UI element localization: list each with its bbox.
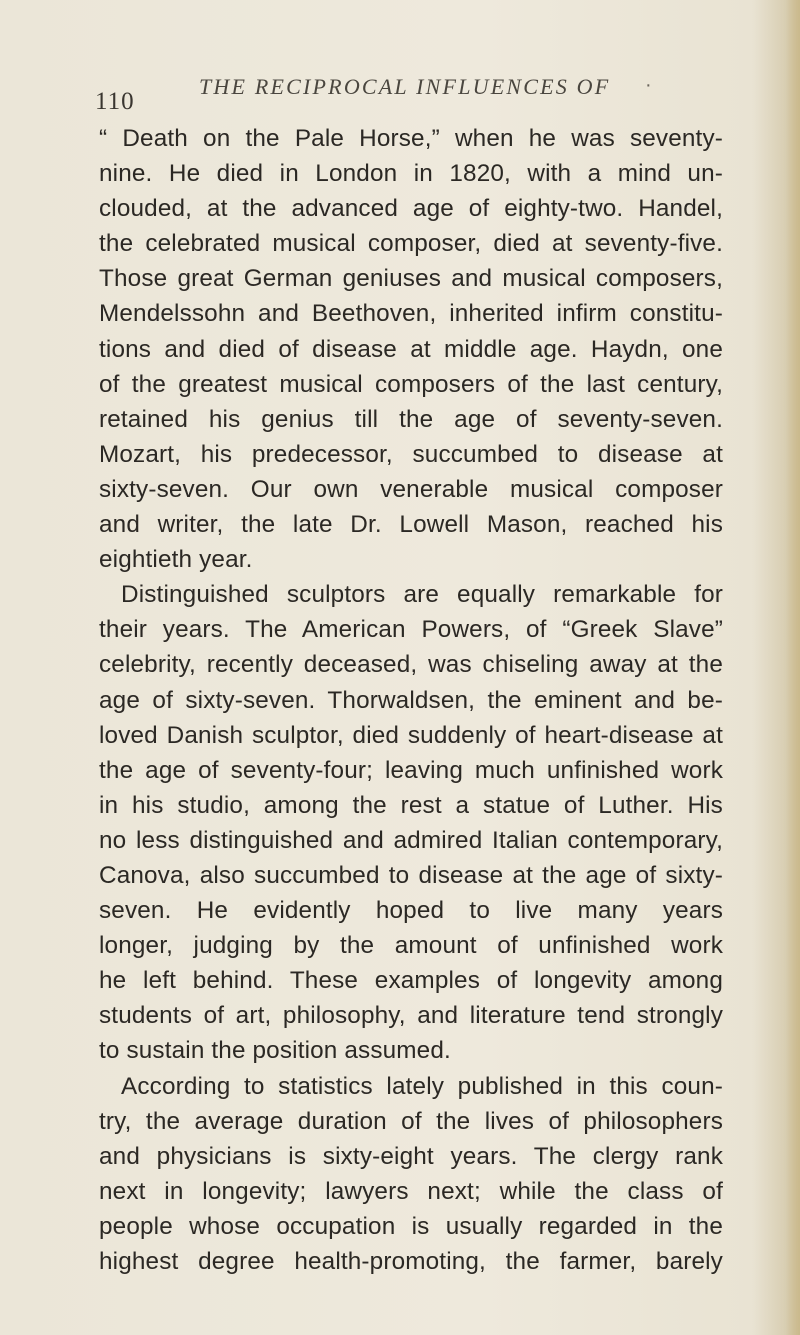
running-title: THE RECIPROCAL INFLUENCES OF [199,74,611,99]
paragraph-start-line: Distinguished sculptors are equally remarkable for [121,581,723,609]
text-line: loved Danish sculptor, died suddenly of heart-disease at [99,721,723,749]
text-line: “ Death on the Pale Horse,” when he was seventy- [99,125,723,152]
text-line: longer, judging by the amount of unfinished work [99,932,723,960]
text-line: Mozart, his predecessor, succumbed to disease at [99,440,723,468]
text-line: in his studio, among the rest a statue of Luther. His [99,791,723,819]
text-line: retained his genius till the age of seventy-seven. [99,405,723,433]
text-line: no less distinguished and admired Italian contemporary, [99,826,723,854]
text-line: the age of seventy-four; leaving much unfinished work [99,756,723,784]
text-line: and physicians is sixty-eight years. The clergy rank [99,1142,723,1170]
text-line: nine. He died in London in 1820, with a mind un- [99,160,723,188]
paragraph-start-line: According to statistics lately published in this coun- [121,1072,723,1100]
text-line: celebrity, recently deceased, was chiseling away at the [99,651,723,679]
page-edge-shadow [786,0,800,1335]
text-line: highest degree health-promoting, the farmer, barely [99,1248,723,1275]
text-line: seven. He evidently hoped to live many years [99,897,723,925]
text-line: eightieth year. [99,546,253,574]
text-line: Mendelssohn and Beethoven, inherited infirm constitu- [99,300,723,328]
text-line: Canova, also succumbed to disease at the age of sixty- [99,861,723,889]
body-text [99,121,723,1279]
page-number: 110 [95,88,135,115]
text-line: age of sixty-seven. Thorwaldsen, the eminent and be- [99,686,723,714]
text-line: their years. The American Powers, of “Greek Slave” [99,616,723,644]
text-line: the celebrated musical composer, died at seventy-five. [99,230,723,258]
text-line: he left behind. These examples of longevity among [99,967,723,995]
text-line: of the greatest musical composers of the last century, [99,370,723,398]
text-line: tions and died of disease at middle age. Haydn, one [99,335,723,363]
text-line: and writer, the late Dr. Lowell Mason, reached his [99,511,723,539]
text-line: next in longevity; lawyers next; while the class of [99,1177,723,1205]
text-line: sixty-seven. Our own venerable musical composer [99,475,723,503]
text-line: clouded, at the advanced age of eighty-two. Handel, [99,195,723,223]
text-line: Those great German geniuses and musical composers, [99,265,723,293]
text-line: people whose occupation is usually regarded in the [99,1212,723,1240]
text-line: to sustain the position assumed. [99,1037,451,1065]
text-line: students of art, philosophy, and literature tend strongly [99,1002,723,1030]
text-line: try, the average duration of the lives of philosophers [99,1107,723,1135]
running-head-mark: · [645,74,652,96]
